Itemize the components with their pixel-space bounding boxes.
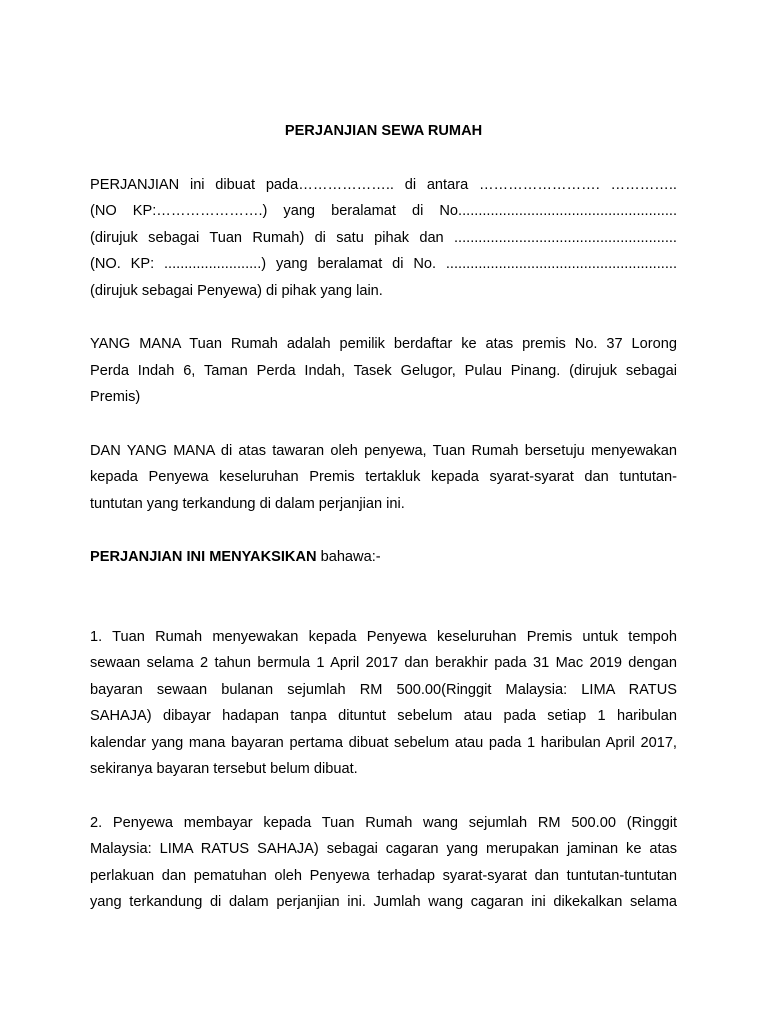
clause-2-line: Malaysia: LIMA RATUS SAHAJA) sebagai cagaran yang merupakan jaminan ke atas	[90, 841, 677, 857]
intro-line: (NO. KP: ........................) yang beralamat di No. .........................................................	[90, 256, 677, 272]
intro-line: PERJANJIAN ini dibuat pada……………….. di antara ……………………. …………..	[90, 176, 677, 193]
clause-1-line: 1. Tuan Rumah menyewakan kepada Penyewa keseluruhan Premis untuk tempoh	[90, 628, 677, 645]
whereas-1-line: Perda Indah 6, Taman Perda Indah, Tasek Gelugor, Pulau Pinang. (dirujuk sebagai	[90, 362, 677, 379]
whereas-2-line: DAN YANG MANA di atas tawaran oleh penyewa, Tuan Rumah bersetuju menyewakan	[90, 442, 677, 459]
clause-1	[90, 624, 677, 783]
whereas-2-line: tuntutan yang terkandung di dalam perjanjian ini.	[90, 495, 405, 512]
intro-line: (dirujuk sebagai Penyewa) di pihak yang lain.	[90, 282, 383, 299]
clause-1-line: bayaran sewaan bulanan sejumlah RM 500.00(Ringgit Malaysia: LIMA RATUS	[90, 681, 677, 698]
clause-2	[90, 810, 677, 916]
clause-2-line: perlakuan dan pematuhan oleh Penyewa terhadap syarat-syarat dan tuntutan-tuntutan	[90, 867, 677, 884]
whereas-1-line: Premis)	[90, 389, 141, 405]
whereas-paragraph-1	[90, 331, 677, 411]
whereas-paragraph-2	[90, 438, 677, 518]
clause-1-line: sekiranya bayaran tersebut belum dibuat.	[90, 761, 358, 777]
document-title: PERJANJIAN SEWA RUMAH	[284, 123, 483, 139]
whereas-2-line: kepada Penyewa keseluruhan Premis tertakluk kepada syarat-syarat dan tuntutan-	[90, 469, 677, 485]
clause-2-line: 2. Penyewa membayar kepada Tuan Rumah wang sejumlah RM 500.00 (Ringgit	[90, 814, 677, 831]
document-body	[90, 118, 677, 943]
clause-1-line: sewaan selama 2 tahun bermula 1 April 2017 dan berakhir pada 31 Mac 2019 dengan	[90, 655, 677, 671]
clause-1-line: SAHAJA) dibayar hadapan tanpa dituntut sebelum atau pada setiap 1 haribulan	[90, 708, 677, 724]
intro-paragraph	[90, 172, 677, 305]
witness-rest-text: bahawa:-	[316, 549, 381, 565]
witness-heading	[90, 544, 677, 571]
intro-line: (NO KP:………………….) yang beralamat di No......................................................	[90, 203, 677, 219]
whereas-1-line: YANG MANA Tuan Rumah adalah pemilik berdaftar ke atas premis No. 37 Lorong	[90, 336, 677, 352]
witness-bold-text: PERJANJIAN INI MENYAKSIKAN	[90, 549, 317, 565]
clause-1-line: kalendar yang mana bayaran pertama dibuat sebelum atau pada 1 haribulan April 2017,	[90, 734, 677, 751]
clause-2-line: yang terkandung di dalam perjanjian ini. Jumlah wang cagaran ini dikekalkan selama	[90, 894, 677, 910]
intro-line: (dirujuk sebagai Tuan Rumah) di satu pihak dan .......................................................	[90, 229, 677, 246]
